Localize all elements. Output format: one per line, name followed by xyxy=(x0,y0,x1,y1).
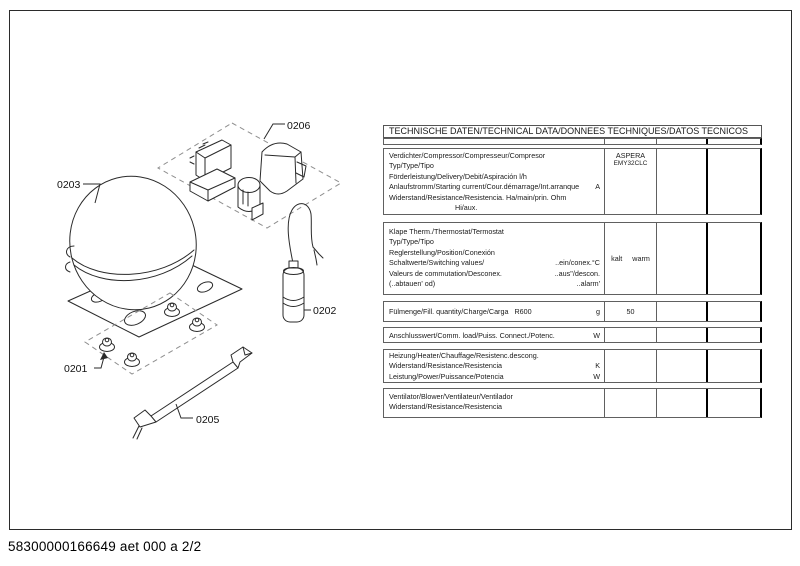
row-label: Leistung/Power/Puissance/Potencia xyxy=(389,371,504,381)
row-label: Ventilator/Blower/Ventilateur/Ventilador xyxy=(389,392,513,401)
terminal-cover-part xyxy=(260,143,306,194)
thermostat-cold-value: kalt xyxy=(611,254,623,263)
part-label-0206: 0206 xyxy=(287,120,311,132)
row-label: Verdichter/Compressor/Compresseur/Compresor xyxy=(389,151,546,160)
table-header: TECHNISCHE DATEN/TECHNICAL DATA/DONNEES TECHNIQUES/DATOS TECNICOS xyxy=(383,125,762,138)
table-row-heater xyxy=(383,349,762,383)
row-unit: W xyxy=(593,371,600,381)
table-row-compressor xyxy=(383,148,762,215)
thermostat-warm-value: warm xyxy=(632,254,650,263)
table-spacer-row xyxy=(383,138,762,145)
part-label-0201: 0201 xyxy=(64,363,88,375)
row-label: Reglerstellung/Position/Conexión xyxy=(389,247,495,257)
mounting-rail-part xyxy=(133,347,252,439)
row-label: Förderleistung/Delivery/Debit/Aspiración l/h xyxy=(389,171,527,181)
row-unit: ..aus"/descon. xyxy=(554,268,600,278)
compressor-model-value: EMY32CLC xyxy=(613,160,648,167)
row-label: Typ/Type/Tipo xyxy=(389,237,434,247)
row-label: Valeurs de commutation/Desconex. xyxy=(389,268,502,278)
leader-0206 xyxy=(264,124,285,139)
row-label: Widerstand/Resistance/Resistencia xyxy=(389,361,503,371)
compressor-brand-value: ASPERA xyxy=(615,151,646,160)
part-label-0205: 0205 xyxy=(196,414,220,426)
leader-0205 xyxy=(176,404,193,418)
table-row-thermostat xyxy=(383,222,762,295)
row-label: Hi/aux. xyxy=(455,203,478,213)
overload-protector-part xyxy=(238,178,263,221)
relay-part xyxy=(190,140,235,201)
row-label: Heizung/Heater/Chauffage/Resistenc.descong. xyxy=(389,351,539,360)
row-unit: g xyxy=(596,307,600,316)
technical-data-table xyxy=(383,125,762,425)
row-label: Klape Therm./Thermostat/Termostat xyxy=(389,227,504,236)
table-row-connected-load xyxy=(383,327,762,343)
table-row-fan xyxy=(383,388,762,418)
capacitor-body xyxy=(283,268,304,322)
row-label: Widerstand/Resistance/Resistencia. Ha/main/prin. Ohm xyxy=(389,192,567,202)
grommet xyxy=(190,318,205,332)
part-label-0203: 0203 xyxy=(57,179,81,191)
filling-quantity-value: 50 xyxy=(626,307,635,316)
part-label-0202: 0202 xyxy=(313,305,337,317)
document-number: 58300000166649 aet 000 a 2/2 xyxy=(8,539,202,554)
row-label: (..abtauen' od) xyxy=(389,279,436,289)
row-unit: ..alarm' xyxy=(576,279,600,289)
row-label: Anschlusswert/Comm. load/Puiss. Connect./Potenc. xyxy=(389,330,555,340)
row-unit: K xyxy=(595,361,600,371)
row-unit: A xyxy=(595,182,600,192)
grommet xyxy=(125,353,140,367)
row-label: Fülmenge/Fill. quantity/Charge/Carga R600 xyxy=(389,307,532,316)
row-label: Schaltwerte/Switching values/ xyxy=(389,258,485,268)
row-unit: ..ein/conex.°C xyxy=(555,258,600,268)
row-unit: W xyxy=(593,330,600,340)
row-label: Typ/Type/Tipo xyxy=(389,161,434,171)
row-label: Anlaufstromm/Starting current/Cour.démarrage/Int.arranque xyxy=(389,182,580,192)
row-label: Widerstand/Resistance/Resistencia xyxy=(389,402,503,412)
table-row-filling-quantity xyxy=(383,301,762,322)
grommet xyxy=(100,338,115,352)
